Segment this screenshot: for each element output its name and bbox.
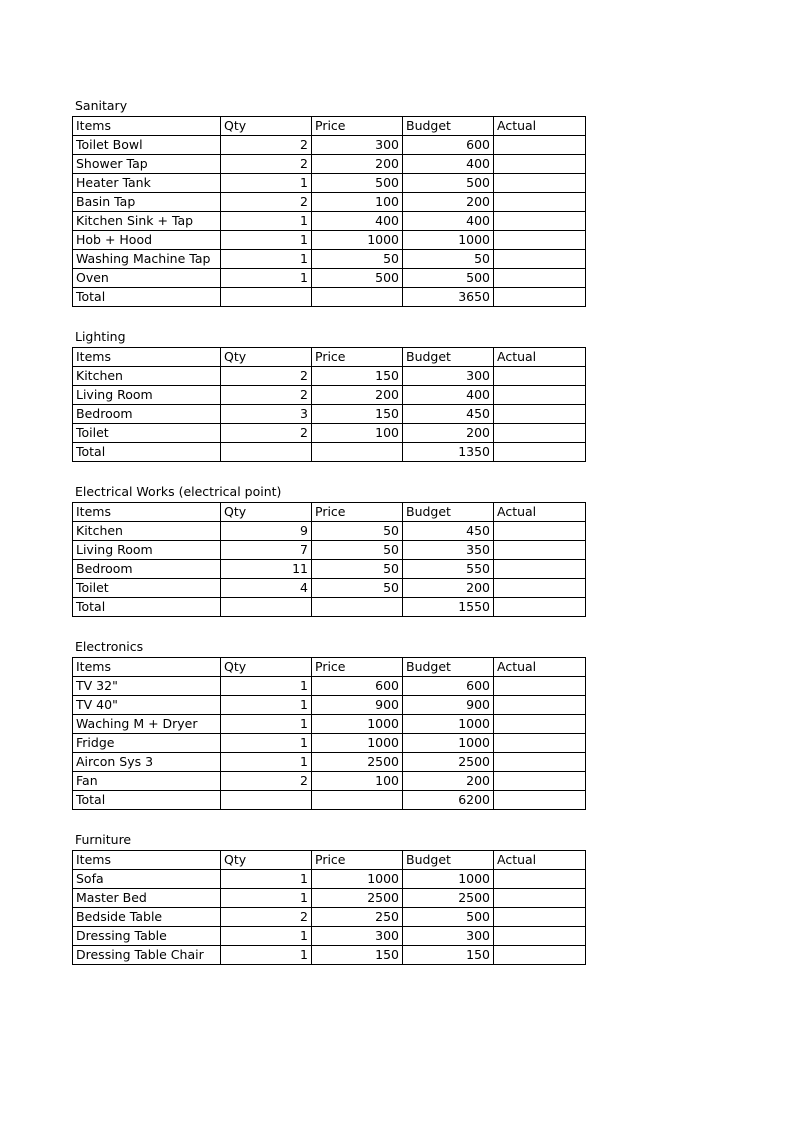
- budget-cell: 300: [403, 367, 494, 386]
- actual-cell[interactable]: [494, 696, 586, 715]
- table-row: [73, 367, 586, 386]
- empty-cell: [221, 288, 312, 307]
- actual-cell[interactable]: [494, 753, 586, 772]
- actual-cell[interactable]: [494, 250, 586, 269]
- empty-cell: [221, 791, 312, 810]
- price-cell: 50: [312, 541, 403, 560]
- table-header-row: [73, 658, 586, 677]
- total-row: [73, 791, 586, 810]
- price-cell: 500: [312, 269, 403, 288]
- item-cell: Aircon Sys 3: [73, 753, 221, 772]
- price-cell: 300: [312, 136, 403, 155]
- total-row: [73, 598, 586, 617]
- item-cell: Dressing Table: [73, 927, 221, 946]
- actual-cell[interactable]: [494, 136, 586, 155]
- section-sanitary: [72, 96, 585, 307]
- qty-cell: 1: [221, 212, 312, 231]
- header-qty: Qty: [221, 117, 312, 136]
- table-row: [73, 269, 586, 288]
- section-title: Lighting: [75, 329, 126, 344]
- table-header-row: [73, 117, 586, 136]
- budget-cell: 550: [403, 560, 494, 579]
- price-cell: 50: [312, 522, 403, 541]
- actual-cell[interactable]: [494, 174, 586, 193]
- budget-cell: 2500: [403, 889, 494, 908]
- qty-cell: 1: [221, 677, 312, 696]
- price-cell: 300: [312, 927, 403, 946]
- budget-cell: 1000: [403, 231, 494, 250]
- actual-cell[interactable]: [494, 424, 586, 443]
- actual-cell[interactable]: [494, 269, 586, 288]
- header-price: Price: [312, 348, 403, 367]
- table-row: [73, 386, 586, 405]
- qty-cell: 7: [221, 541, 312, 560]
- header-qty: Qty: [221, 658, 312, 677]
- price-cell: 900: [312, 696, 403, 715]
- header-budget: Budget: [403, 117, 494, 136]
- qty-cell: 2: [221, 367, 312, 386]
- item-cell: TV 32": [73, 677, 221, 696]
- price-cell: 2500: [312, 753, 403, 772]
- table-row: [73, 696, 586, 715]
- table-header-row: [73, 503, 586, 522]
- budget-cell: 350: [403, 541, 494, 560]
- table-header-row: [73, 348, 586, 367]
- qty-cell: 2: [221, 136, 312, 155]
- section-title: Sanitary: [75, 98, 128, 113]
- qty-cell: 1: [221, 696, 312, 715]
- budget-table: [72, 850, 586, 965]
- price-cell: 1000: [312, 870, 403, 889]
- budget-cell: 1000: [403, 870, 494, 889]
- header-items: Items: [73, 851, 221, 870]
- item-cell: Kitchen: [73, 522, 221, 541]
- qty-cell: 3: [221, 405, 312, 424]
- price-cell: 2500: [312, 889, 403, 908]
- budget-cell: 600: [403, 677, 494, 696]
- table-row: [73, 715, 586, 734]
- budget-cell: 200: [403, 772, 494, 791]
- table-row: [73, 734, 586, 753]
- item-cell: Oven: [73, 269, 221, 288]
- actual-cell[interactable]: [494, 598, 586, 617]
- price-cell: 50: [312, 579, 403, 598]
- actual-cell[interactable]: [494, 386, 586, 405]
- actual-cell[interactable]: [494, 212, 586, 231]
- qty-cell: 1: [221, 715, 312, 734]
- table-row: [73, 193, 586, 212]
- qty-cell: 2: [221, 424, 312, 443]
- empty-cell: [312, 443, 403, 462]
- budget-cell: 450: [403, 405, 494, 424]
- price-cell: 200: [312, 386, 403, 405]
- table-row: [73, 212, 586, 231]
- header-actual: Actual: [494, 503, 586, 522]
- item-cell: Heater Tank: [73, 174, 221, 193]
- section-electrical-works: [72, 482, 585, 617]
- header-items: Items: [73, 348, 221, 367]
- header-price: Price: [312, 851, 403, 870]
- budget-cell: 600: [403, 136, 494, 155]
- actual-cell[interactable]: [494, 946, 586, 965]
- actual-cell[interactable]: [494, 772, 586, 791]
- actual-cell[interactable]: [494, 193, 586, 212]
- item-cell: Hob + Hood: [73, 231, 221, 250]
- budget-table: [72, 502, 586, 617]
- price-cell: 600: [312, 677, 403, 696]
- empty-cell: [221, 598, 312, 617]
- header-price: Price: [312, 658, 403, 677]
- actual-cell[interactable]: [494, 889, 586, 908]
- actual-cell[interactable]: [494, 231, 586, 250]
- budget-cell: 900: [403, 696, 494, 715]
- price-cell: 100: [312, 193, 403, 212]
- budget-cell: 1000: [403, 715, 494, 734]
- budget-cell: 300: [403, 927, 494, 946]
- budget-cell: 450: [403, 522, 494, 541]
- qty-cell: 2: [221, 155, 312, 174]
- header-items: Items: [73, 658, 221, 677]
- price-cell: 100: [312, 424, 403, 443]
- actual-cell[interactable]: [494, 734, 586, 753]
- table-row: [73, 250, 586, 269]
- total-row: [73, 288, 586, 307]
- table-row: [73, 136, 586, 155]
- qty-cell: 1: [221, 927, 312, 946]
- actual-cell[interactable]: [494, 405, 586, 424]
- qty-cell: 1: [221, 946, 312, 965]
- table-row: [73, 522, 586, 541]
- total-label: Total: [73, 443, 221, 462]
- qty-cell: 4: [221, 579, 312, 598]
- header-budget: Budget: [403, 658, 494, 677]
- item-cell: Basin Tap: [73, 193, 221, 212]
- item-cell: Bedroom: [73, 560, 221, 579]
- table-row: [73, 772, 586, 791]
- header-items: Items: [73, 117, 221, 136]
- budget-cell: 1000: [403, 734, 494, 753]
- actual-cell[interactable]: [494, 927, 586, 946]
- item-cell: Living Room: [73, 541, 221, 560]
- table-row: [73, 908, 586, 927]
- item-cell: Washing Machine Tap: [73, 250, 221, 269]
- price-cell: 150: [312, 405, 403, 424]
- total-budget: 1350: [403, 443, 494, 462]
- budget-cell: 150: [403, 946, 494, 965]
- item-cell: Sofa: [73, 870, 221, 889]
- table-row: [73, 424, 586, 443]
- section-lighting: [72, 327, 585, 462]
- item-cell: Toilet Bowl: [73, 136, 221, 155]
- item-cell: Waching M + Dryer: [73, 715, 221, 734]
- header-qty: Qty: [221, 851, 312, 870]
- header-actual: Actual: [494, 851, 586, 870]
- empty-cell: [312, 791, 403, 810]
- item-cell: Toilet: [73, 579, 221, 598]
- header-actual: Actual: [494, 117, 586, 136]
- qty-cell: 9: [221, 522, 312, 541]
- qty-cell: 1: [221, 734, 312, 753]
- qty-cell: 1: [221, 753, 312, 772]
- section-title: Electrical Works (electrical point): [75, 484, 282, 499]
- table-row: [73, 927, 586, 946]
- item-cell: Kitchen: [73, 367, 221, 386]
- header-budget: Budget: [403, 851, 494, 870]
- qty-cell: 2: [221, 386, 312, 405]
- table-header-row: [73, 851, 586, 870]
- actual-cell[interactable]: [494, 579, 586, 598]
- table-row: [73, 541, 586, 560]
- header-qty: Qty: [221, 503, 312, 522]
- total-label: Total: [73, 598, 221, 617]
- item-cell: Shower Tap: [73, 155, 221, 174]
- header-items: Items: [73, 503, 221, 522]
- section-furniture: [72, 830, 585, 965]
- budget-table: [72, 116, 586, 307]
- header-actual: Actual: [494, 658, 586, 677]
- item-cell: Living Room: [73, 386, 221, 405]
- total-label: Total: [73, 791, 221, 810]
- qty-cell: 1: [221, 870, 312, 889]
- table-row: [73, 155, 586, 174]
- price-cell: 1000: [312, 715, 403, 734]
- empty-cell: [312, 288, 403, 307]
- qty-cell: 2: [221, 193, 312, 212]
- header-price: Price: [312, 503, 403, 522]
- budget-cell: 200: [403, 193, 494, 212]
- budget-cell: 2500: [403, 753, 494, 772]
- actual-cell[interactable]: [494, 522, 586, 541]
- table-row: [73, 560, 586, 579]
- qty-cell: 11: [221, 560, 312, 579]
- budget-cell: 500: [403, 908, 494, 927]
- price-cell: 150: [312, 946, 403, 965]
- price-cell: 50: [312, 560, 403, 579]
- section-title: Electronics: [75, 639, 144, 654]
- actual-cell[interactable]: [494, 677, 586, 696]
- header-budget: Budget: [403, 503, 494, 522]
- header-price: Price: [312, 117, 403, 136]
- item-cell: Bedroom: [73, 405, 221, 424]
- price-cell: 1000: [312, 231, 403, 250]
- total-budget: 6200: [403, 791, 494, 810]
- actual-cell[interactable]: [494, 870, 586, 889]
- budget-table: [72, 347, 586, 462]
- price-cell: 1000: [312, 734, 403, 753]
- total-label: Total: [73, 288, 221, 307]
- table-row: [73, 753, 586, 772]
- price-cell: 250: [312, 908, 403, 927]
- budget-cell: 400: [403, 386, 494, 405]
- total-budget: 3650: [403, 288, 494, 307]
- section-electronics: [72, 637, 585, 810]
- qty-cell: 1: [221, 231, 312, 250]
- actual-cell[interactable]: [494, 155, 586, 174]
- table-row: [73, 946, 586, 965]
- total-row: [73, 443, 586, 462]
- price-cell: 500: [312, 174, 403, 193]
- qty-cell: 1: [221, 250, 312, 269]
- table-row: [73, 677, 586, 696]
- price-cell: 400: [312, 212, 403, 231]
- budget-table: [72, 657, 586, 810]
- price-cell: 150: [312, 367, 403, 386]
- budget-cell: 500: [403, 174, 494, 193]
- table-row: [73, 231, 586, 250]
- actual-cell[interactable]: [494, 560, 586, 579]
- empty-cell: [312, 598, 403, 617]
- budget-cell: 50: [403, 250, 494, 269]
- item-cell: Toilet: [73, 424, 221, 443]
- budget-cell: 200: [403, 424, 494, 443]
- item-cell: Fridge: [73, 734, 221, 753]
- price-cell: 200: [312, 155, 403, 174]
- price-cell: 100: [312, 772, 403, 791]
- item-cell: Master Bed: [73, 889, 221, 908]
- budget-cell: 400: [403, 155, 494, 174]
- table-row: [73, 174, 586, 193]
- item-cell: Bedside Table: [73, 908, 221, 927]
- budget-cell: 400: [403, 212, 494, 231]
- section-title: Furniture: [75, 832, 132, 847]
- qty-cell: 1: [221, 174, 312, 193]
- header-actual: Actual: [494, 348, 586, 367]
- price-cell: 50: [312, 250, 403, 269]
- item-cell: TV 40": [73, 696, 221, 715]
- qty-cell: 1: [221, 889, 312, 908]
- header-budget: Budget: [403, 348, 494, 367]
- actual-cell[interactable]: [494, 541, 586, 560]
- qty-cell: 2: [221, 908, 312, 927]
- budget-sheet: [72, 96, 585, 985]
- qty-cell: 2: [221, 772, 312, 791]
- table-row: [73, 889, 586, 908]
- item-cell: Fan: [73, 772, 221, 791]
- actual-cell[interactable]: [494, 908, 586, 927]
- total-budget: 1550: [403, 598, 494, 617]
- actual-cell[interactable]: [494, 443, 586, 462]
- budget-cell: 500: [403, 269, 494, 288]
- actual-cell[interactable]: [494, 791, 586, 810]
- header-qty: Qty: [221, 348, 312, 367]
- table-row: [73, 579, 586, 598]
- table-row: [73, 870, 586, 889]
- budget-cell: 200: [403, 579, 494, 598]
- actual-cell[interactable]: [494, 715, 586, 734]
- actual-cell[interactable]: [494, 288, 586, 307]
- item-cell: Dressing Table Chair: [73, 946, 221, 965]
- actual-cell[interactable]: [494, 367, 586, 386]
- item-cell: Kitchen Sink + Tap: [73, 212, 221, 231]
- qty-cell: 1: [221, 269, 312, 288]
- empty-cell: [221, 443, 312, 462]
- table-row: [73, 405, 586, 424]
